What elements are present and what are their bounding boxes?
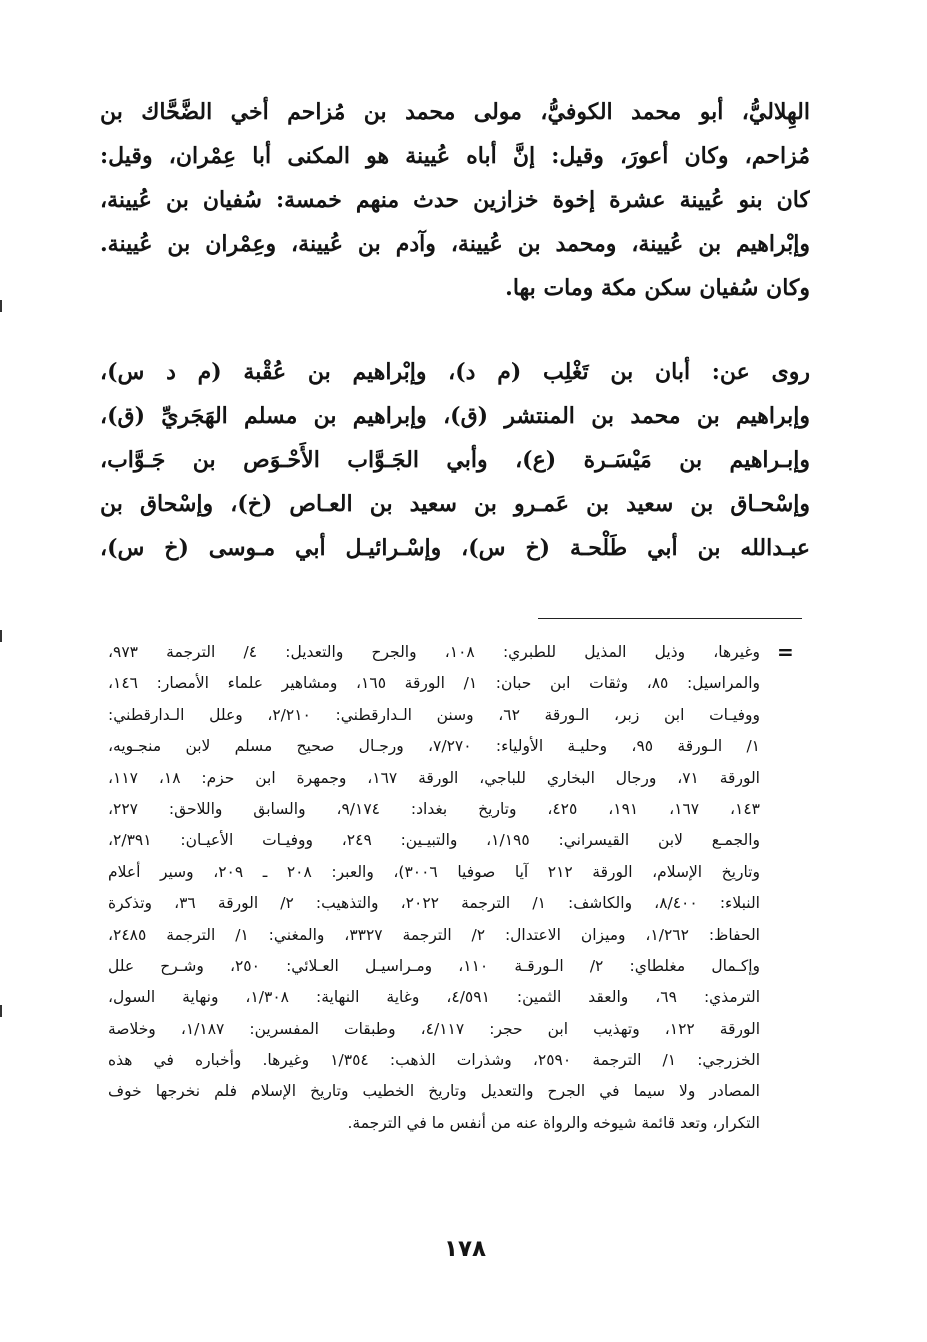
text-line: كان بنو عُيينة عشرة إخوة خزازين حدث منهم خمسة: سُفيان بن عُيينة، — [100, 187, 810, 213]
footnote-line: وتاريخ الإسلام، الورقة ٢١٢ آيا صوفيا ٣٠٠٦)، والعبر: ٢٠٨ ـ ٢٠٩، وسير أعلام — [108, 862, 760, 881]
scan-edge-mark — [0, 630, 2, 642]
footnote-line: ١/ الـورقة ٩٥، وحليـة الأولياء: ٧/٢٧٠، ورجـال صحيح مسلم لابن منجـويه، — [108, 737, 760, 756]
footnote-block — [108, 637, 760, 1139]
main-paragraph-biography — [100, 90, 810, 310]
footnote-line: المصادر ولا سيما في الجرح والتعديل وتاريخ الخطيب وتاريخ الإسلام فلم نخرجها خوف — [108, 1082, 760, 1101]
footnote-line: وغيرها، وذيل المذيل للطبري: ١٠٨، والجرح والتعديل: ٤/ الترجمة ٩٧٣، — [108, 643, 760, 661]
text-line: وكان سُفيان سكن مكة ومات بها. — [505, 275, 810, 301]
text-line: وإبـراهيم بن مَيْسَـرة (ع)، وأبي الجَـوَّاب الأَحْـوَص بن جَـوَّاب، — [100, 447, 810, 473]
footnote-line: الترمذي: ٦٩، والعقد الثمين: ٤/٥٩١، وغاية النهاية: ١/٣٠٨، ونهاية السول، — [108, 988, 760, 1007]
footnote-line: والجمـع لابن القيسراني: ١/١٩٥، والتبيـين: ٢٤٩، ووفيـات الأعيـان: ٢/٣٩١، — [108, 831, 760, 850]
main-paragraph-narrators — [100, 350, 810, 570]
footnote-line: ووفيـات ابن زبر، الـورقة ٦٢، وسنن الـدارقطني: ٢/٢١٠، وعلل الـدارقطني: — [108, 705, 760, 724]
footnote-line: وإكـمال مغلطاي: ٢/ الـورقـة ١١٠، ومـراسيـل العـلائي: ٢٥٠، وشـرح علل — [108, 956, 760, 975]
footnote-line: الورقة ١٢٢، وتهذيب ابن حجر: ٤/١١٧، وطبقات المفسرين: ١/١٨٧، وخلاصة — [108, 1019, 760, 1038]
footnote-separator — [538, 618, 802, 619]
footnote-line: ١٤٣، ١٦٧، ١٩١، ٤٢٥، وتاريخ بغداد: ٩/١٧٤، والسابق واللاحق: ٢٢٧، — [108, 799, 760, 818]
text-line: مُزاحم، وكان أعورَ، وقيل: إنَّ أباه عُيينة هو المكنى أبا عِمْران، وقيل: — [100, 143, 810, 169]
footnote-line: الحفاظ: ١/٢٦٢، وميزان الاعتدال: ٢/ الترجمة ٣٣٢٧، والمغني: ١/ الترجمة ٢٤٨٥، — [108, 925, 760, 944]
scan-edge-mark — [0, 300, 2, 312]
footnote-line: الورقة ٧١، ورجال البخاري للباجي، الورقة ١٦٧، وجمهرة ابن حزم: ١٨، ١١٧، — [108, 768, 760, 787]
text-line: الهِلاليُّ، أبو محمد الكوفيُّ، مولى محمد بن مُزاحم أخي الضَّحَّاك بن — [100, 99, 810, 125]
footnote-line: الخزرجي: ١/ الترجمة ٢٥٩٠، وشذرات الذهب: ١/٣٥٤ وغيرها. وأخباره في هذه — [108, 1051, 760, 1070]
footnote-line: التكرار، وتعد قائمة شيوخه والرواة عنه من أنفس ما في الترجمة. — [347, 1113, 760, 1132]
text-line: روى عن: أبان بن تَغْلِب (م د)، وإبْراهيم بن عُقْبة (م د س)، — [100, 359, 810, 385]
text-line: وإبراهيم بن محمد بن المنتشر (ق)، وإبراهيم بن مسلم الهَجَريِّ (ق)، — [100, 403, 810, 429]
text-line: عبـدالله بن أبي طَلْحـة (خ س)، وإسْـرائيـل أبي مـوسى (خ س)، — [100, 535, 810, 561]
page-number: ١٧٨ — [443, 1236, 487, 1262]
footnote-continuation-marker: = — [777, 640, 794, 664]
scan-edge-mark — [0, 1005, 2, 1017]
footnote-line: النبلاء: ٨/٤٠٠، والكاشف: ١/ الترجمة ٢٠٢٢، والتذهيب: ٢/ الورقة ٣٦، وتذكرة — [108, 894, 760, 913]
footnote-line: والمراسيل: ٨٥، وثقات ابن حبان: ١/ الورقة ١٦٥، ومشاهير علماء الأمصار: ١٤٦، — [108, 674, 760, 693]
text-line: وإبْراهيم بن عُيينة، ومحمد بن عُيينة، وآدم بن عُيينة، وعِمْران بن عُيينة. — [100, 231, 810, 257]
text-line: وإسْحـاق بن سعيد بن عَمـرو بن سعيد بن العـاص (خ)، وإسْحاق بن — [100, 491, 810, 517]
